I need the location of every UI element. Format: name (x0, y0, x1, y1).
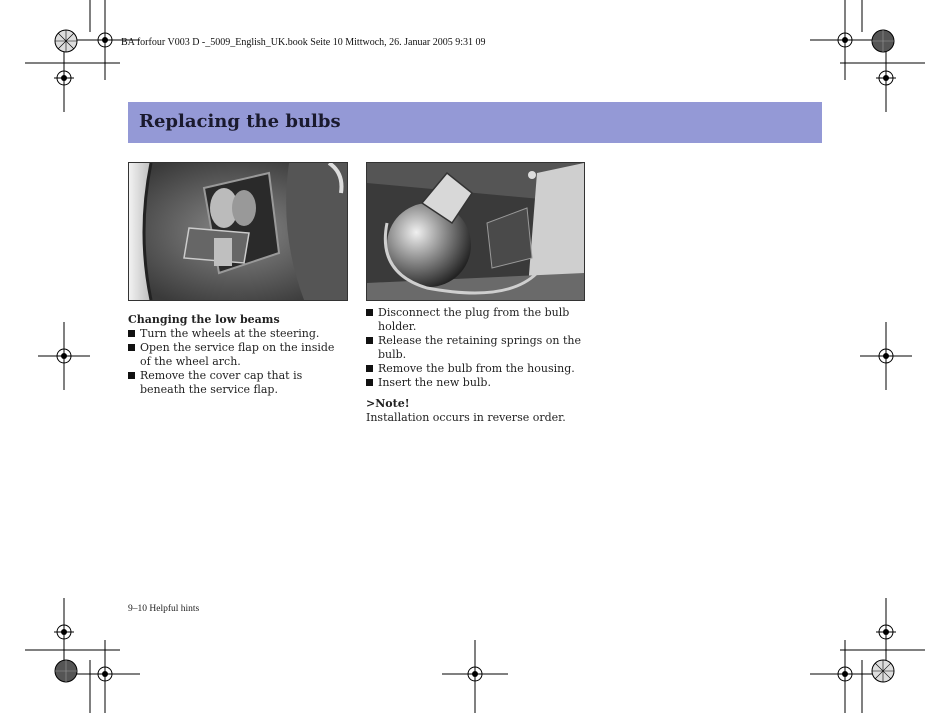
bulb-housing-illustration (367, 163, 584, 300)
list-item: Open the service flap on the inside of the wheel arch. (128, 341, 343, 369)
bulb-replacement-instructions (366, 306, 581, 425)
list-item: Release the retaining springs on the bulb. (366, 334, 581, 362)
section-title-bar (128, 102, 822, 143)
low-beam-steps (128, 327, 343, 397)
list-item: Turn the wheels at the steering. (128, 327, 343, 341)
list-item: Insert the new bulb. (366, 376, 581, 390)
list-item: Remove the cover cap that is beneath the service flap. (128, 369, 343, 397)
wheel-arch-photo (128, 162, 348, 301)
bulb-housing-photo (366, 162, 585, 301)
bulb-steps (366, 306, 581, 390)
list-item: Disconnect the plug from the bulb holder. (366, 306, 581, 334)
note-heading: >Note! (366, 397, 410, 410)
list-item: Remove the bulb from the housing. (366, 362, 581, 376)
page-footer: 9–10 Helpful hints (128, 604, 200, 614)
note-text: Installation occurs in reverse order. (366, 411, 566, 424)
low-beam-heading: Changing the low beams (128, 313, 280, 326)
section-title: Replacing the bulbs (139, 111, 341, 132)
low-beam-instructions (128, 313, 343, 397)
book-meta-header: BA forfour V003 D -_5009_English_UK.book Seite 10 Mittwoch, 26. Januar 2005 9:31 09 (121, 37, 486, 48)
wheel-arch-illustration (129, 163, 347, 300)
